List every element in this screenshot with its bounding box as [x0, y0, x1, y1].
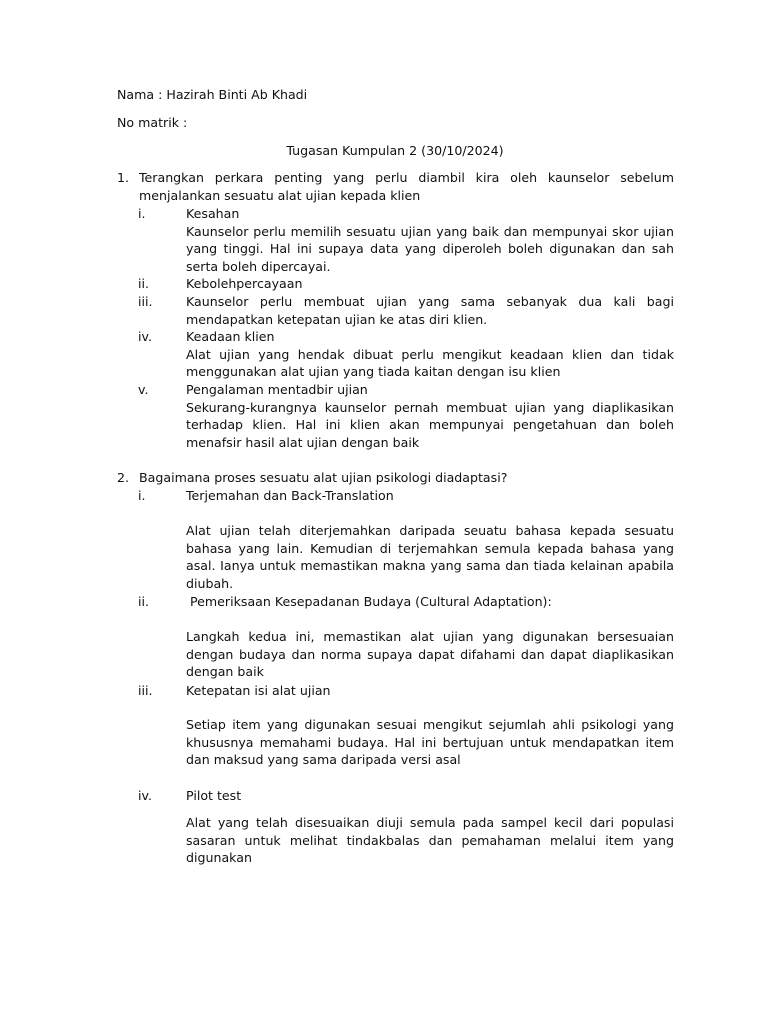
- list-item: [138, 293, 674, 328]
- list-item: [138, 205, 674, 276]
- list-item: [138, 328, 674, 381]
- matric-number: No matrik :: [117, 115, 188, 130]
- item-title: Pemeriksaan Kesepadanan Budaya (Cultural Adaptation):: [186, 594, 552, 609]
- assignment-title: Tugasan Kumpulan 2 (30/10/2024): [286, 143, 504, 158]
- list-item: [138, 593, 674, 611]
- item-title: Keadaan klien: [186, 329, 275, 344]
- item-title: Pengalaman mentadbir ujian: [186, 382, 368, 397]
- item-title: Kesahan: [186, 206, 240, 221]
- question-1: [117, 169, 674, 204]
- item-title: Kaunselor perlu membuat ujian yang sama sebanyak dua kali bagi mendapatkan ketepatan ujian ke atas diri klien.: [186, 294, 674, 327]
- item-number: i.: [138, 206, 146, 221]
- list-item: [138, 275, 674, 293]
- item-title: Pilot test: [186, 788, 242, 803]
- list-item: [138, 787, 674, 805]
- item-body: Alat ujian yang hendak dibuat perlu mengikut keadaan klien dan tidak menggunakan alat ujian yang tiada kaitan dengan isu klien: [186, 346, 674, 380]
- item-body: Kaunselor perlu memilih sesuatu ujian yang baik dan mempunyai skor ujian yang tinggi. Hal ini supaya data yang diperoleh boleh digunakan dan sah serta boleh dipercayai.: [186, 223, 674, 275]
- item-number: iv.: [138, 788, 152, 803]
- item-number: iii.: [138, 683, 153, 698]
- question-number: 2.: [117, 470, 130, 485]
- item-number: iii.: [138, 294, 153, 309]
- item-title: Terjemahan dan Back-Translation: [186, 488, 394, 503]
- item-number: iv.: [138, 329, 152, 344]
- item-number: ii.: [138, 276, 150, 291]
- question-number: 1.: [117, 170, 130, 185]
- list-item: [138, 682, 674, 700]
- item-number: v.: [138, 382, 149, 397]
- list-item: [138, 381, 674, 452]
- item-title: Kebolehpercayaan: [186, 276, 303, 291]
- item-title: Ketepatan isi alat ujian: [186, 683, 331, 698]
- item-body: Alat yang telah disesuaikan diuji semula pada sampel kecil dari populasi sasaran untuk melihat tindakbalas dan pemahaman melalui item yang digunakan: [186, 815, 674, 866]
- item-body: Setiap item yang digunakan sesuai mengikut sejumlah ahli psikologi yang khususnya memahami budaya. Hal ini bertujuan untuk mendapatkan item dan maksud yang sama daripada versi asal: [186, 717, 674, 768]
- question-text: Bagaimana proses sesuatu alat ujian psikologi diadaptasi?: [139, 470, 508, 485]
- item-body: Langkah kedua ini, memastikan alat ujian yang digunakan bersesuaian dengan budaya dan norma supaya dapat difahami dan dapat diaplikasikan dengan baik: [186, 629, 674, 680]
- question-2: [117, 469, 674, 487]
- student-name: Nama : Hazirah Binti Ab Khadi: [117, 87, 308, 102]
- question-text: Terangkan perkara penting yang perlu diambil kira oleh kaunselor sebelum menjalankan sesuatu alat ujian kepada klien: [139, 170, 674, 203]
- list-item: [138, 487, 674, 505]
- item-number: ii.: [138, 594, 150, 609]
- item-body: Sekurang-kurangnya kaunselor pernah membuat ujian yang diaplikasikan terhadap klien. Hal ini klien akan mempunyai pengetahuan dan boleh menafsir hasil alat ujian dengan baik: [186, 399, 674, 451]
- item-number: i.: [138, 488, 146, 503]
- item-body: Alat ujian telah diterjemahkan daripada seuatu bahasa kepada sesuatu bahasa yang lain. Kemudian di terjemahkan semula kepada bahasa yang asal. Ianya untuk memastikan makna yang sama dan tiada kelainan apabila diubah.: [186, 523, 674, 592]
